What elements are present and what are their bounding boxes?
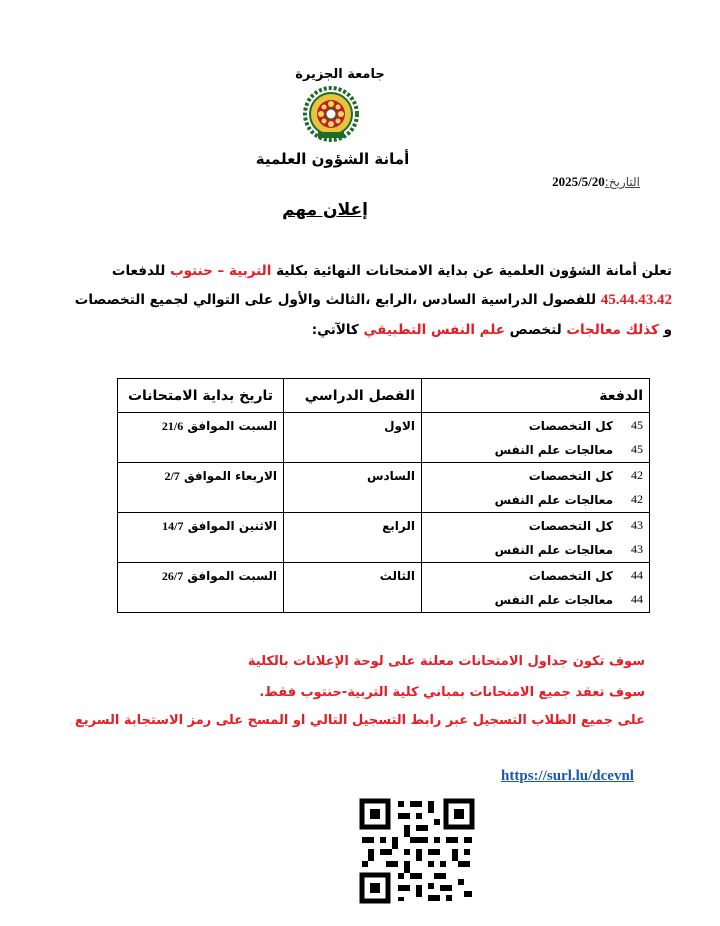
batch-label: معالجات علم النفس (494, 542, 613, 557)
batch-cell (422, 513, 650, 563)
batch-label: معالجات علم النفس (494, 492, 613, 507)
exam-date: 14/7 (162, 519, 184, 533)
batch-label: كل التخصصات (528, 518, 613, 533)
table-row (118, 463, 650, 513)
exam-day: السبت الموافق (187, 569, 277, 583)
batch-label: معالجات علم النفس (494, 442, 613, 457)
batch-number: 45 (631, 418, 643, 432)
intro-line-3 (60, 322, 672, 338)
announcement-title: إعلان مهم (282, 200, 368, 220)
qr-code-icon (358, 797, 476, 905)
batch-numbers: 45.44.43.42 (600, 292, 672, 308)
intro-text: و (658, 322, 672, 338)
note-3 (74, 713, 645, 728)
batch-cell (422, 413, 650, 463)
intro-text: للفصول الدراسية السادس ،الرابع ،الثالث والأول على التوالي لجميع التخصصات (74, 292, 601, 308)
intro-text: كالآتي: (311, 322, 364, 338)
intro-line-1 (60, 263, 672, 279)
semester-cell: الرابع (284, 513, 422, 563)
note-1 (100, 654, 645, 669)
batch-cell (422, 563, 650, 613)
batch-label: كل التخصصات (528, 468, 613, 483)
intro-line-2 (60, 292, 672, 309)
batch-number: 45 (631, 442, 643, 456)
exam-date-cell (118, 513, 284, 563)
table-row (118, 413, 650, 463)
table-row (118, 563, 650, 613)
registration-link[interactable]: https://surl.lu/dcevnl (501, 768, 634, 784)
intro-text: تعلن أمانة الشؤون العلمية عن بداية الامتحانات النهائية بكلية (271, 263, 672, 279)
semester-cell: الاول (284, 413, 422, 463)
treatments-text: كذلك معالجات (566, 322, 659, 338)
qr-code[interactable] (358, 797, 476, 905)
date-value: 2025/5/20 (552, 174, 605, 189)
intro-text: لتخصص (504, 322, 567, 338)
batch-number: 43 (631, 542, 643, 556)
table-header-row (118, 379, 650, 413)
batch-number: 44 (631, 568, 643, 582)
exam-day: الاثنين الموافق (187, 519, 277, 533)
exam-schedule-table (117, 378, 650, 613)
semester-cell: السادس (284, 463, 422, 513)
semester-cell: الثالث (284, 563, 422, 613)
exam-date-cell (118, 563, 284, 613)
note-text: سوف تعقد جميع الامتحانات بمباني كلية التربية-حنتوب فقط. (259, 685, 645, 700)
batch-number: 44 (631, 592, 643, 606)
college-name: التربية – حنتوب (170, 263, 272, 279)
university-logo (303, 86, 359, 142)
exam-day: الاربعاء الموافق (183, 469, 277, 483)
batch-number: 42 (631, 468, 643, 482)
exam-date-cell (118, 463, 284, 513)
table-row (118, 513, 650, 563)
batch-label: كل التخصصات (528, 418, 613, 433)
batch-label: معالجات علم النفس (494, 592, 613, 607)
header-batch: الدفعة (422, 379, 650, 413)
intro-text: للدفعات (111, 263, 171, 279)
batch-label: كل التخصصات (528, 568, 613, 583)
university-name: جامعة الجزيرة (295, 67, 385, 82)
exam-date: 2/7 (164, 469, 180, 483)
header-semester: الفصل الدراسي (284, 379, 422, 413)
note-text: سوف تكون جداول الامتحانات معلنة على لوحة الإعلانات بالكلية (247, 654, 645, 669)
date-label: التاريخ: (604, 175, 640, 189)
office-name: أمانة الشؤون العلمية (255, 150, 410, 168)
batch-number: 42 (631, 492, 643, 506)
batch-number: 43 (631, 518, 643, 532)
specialization-name: علم النفس التطبيقي (363, 322, 505, 338)
header-exam-date: تاريخ بداية الامتحانات (118, 379, 284, 413)
note-text: على جميع الطلاب التسجيل عبر رابط التسجيل التالي او المسح على رمز الاستجابة السريع (74, 713, 645, 728)
exam-date: 21/6 (161, 419, 184, 433)
date-line (520, 174, 640, 192)
batch-cell (422, 463, 650, 513)
exam-day: السبت الموافق (187, 419, 277, 433)
note-2 (260, 685, 645, 700)
exam-date: 26/7 (161, 569, 184, 583)
exam-date-cell (118, 413, 284, 463)
